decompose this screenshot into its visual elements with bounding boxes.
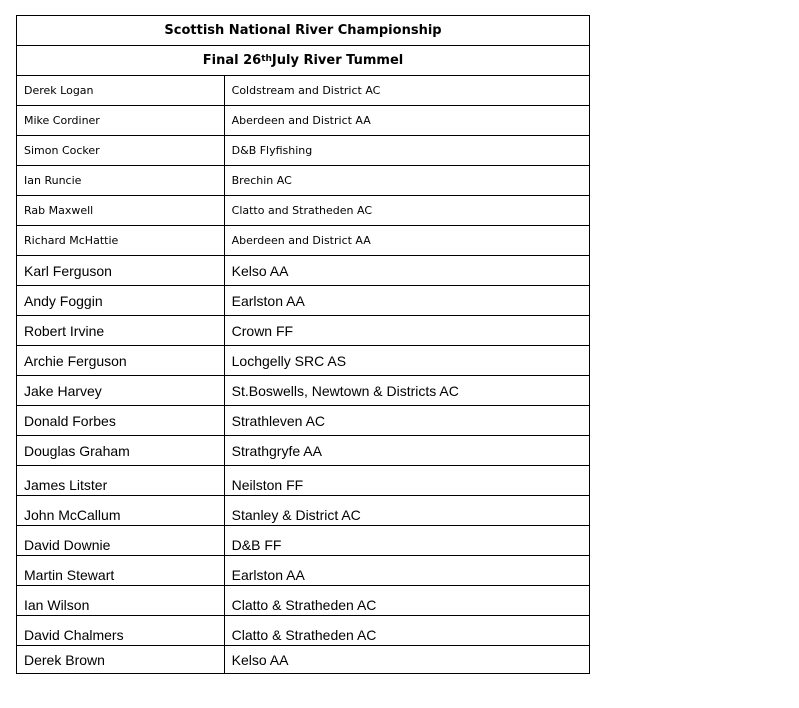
angler-name: Simon Cocker <box>17 136 225 165</box>
angler-name: David Chalmers <box>17 616 225 645</box>
table-row <box>17 496 590 526</box>
table-row <box>17 286 590 316</box>
table-row <box>17 256 590 286</box>
club-name: Clatto & Stratheden AC <box>225 586 590 615</box>
club-name: Aberdeen and District AA <box>225 106 590 135</box>
table-row <box>17 316 590 346</box>
club-name: Clatto & Stratheden AC <box>225 616 590 645</box>
table-row <box>17 646 590 674</box>
table-row <box>17 166 590 196</box>
table-row <box>17 106 590 136</box>
table-row <box>17 436 590 466</box>
table-row <box>17 346 590 376</box>
angler-name: James Litster <box>17 466 225 495</box>
angler-name: Mike Cordiner <box>17 106 225 135</box>
club-name: Crown FF <box>225 316 590 345</box>
table-row <box>17 376 590 406</box>
club-name: D&B FF <box>225 526 590 555</box>
table-row <box>17 556 590 586</box>
club-name: D&B Flyfishing <box>225 136 590 165</box>
club-name: Kelso AA <box>225 646 590 673</box>
subtitle-suffix: July River Tummel <box>271 53 404 68</box>
table-row <box>17 226 590 256</box>
angler-name: Derek Logan <box>17 76 225 105</box>
club-name: Stanley & District AC <box>225 496 590 525</box>
angler-name: Ian Runcie <box>17 166 225 195</box>
club-name: Lochgelly SRC AS <box>225 346 590 375</box>
club-name: Earlston AA <box>225 556 590 585</box>
table-title <box>17 16 590 46</box>
club-name: Clatto and Stratheden AC <box>225 196 590 225</box>
club-name: St.Boswells, Newtown & Districts AC <box>225 376 590 405</box>
angler-name: Derek Brown <box>17 646 225 673</box>
table-row <box>17 76 590 106</box>
club-name: Strathgryfe AA <box>225 436 590 465</box>
angler-name: Andy Foggin <box>17 286 225 315</box>
angler-name: Jake Harvey <box>17 376 225 405</box>
angler-name: David Downie <box>17 526 225 555</box>
angler-name: Ian Wilson <box>17 586 225 615</box>
club-name: Coldstream and District AC <box>225 76 590 105</box>
angler-name: Richard McHattie <box>17 226 225 255</box>
angler-name: Robert Irvine <box>17 316 225 345</box>
table-row <box>17 526 590 556</box>
results-table <box>16 15 590 674</box>
angler-name: Rab Maxwell <box>17 196 225 225</box>
angler-name: Martin Stewart <box>17 556 225 585</box>
club-name: Neilston FF <box>225 466 590 495</box>
table-row <box>17 406 590 436</box>
club-name: Aberdeen and District AA <box>225 226 590 255</box>
club-name: Strathleven AC <box>225 406 590 435</box>
club-name: Earlston AA <box>225 286 590 315</box>
table-row <box>17 466 590 496</box>
title-text: Scottish National River Championship <box>164 23 442 38</box>
angler-name: Karl Ferguson <box>17 256 225 285</box>
angler-name: John McCallum <box>17 496 225 525</box>
table-row <box>17 136 590 166</box>
angler-name: Donald Forbes <box>17 406 225 435</box>
table-row <box>17 196 590 226</box>
table-row <box>17 616 590 646</box>
angler-name: Douglas Graham <box>17 436 225 465</box>
table-subtitle: Final 26 $^{th}$ July River Tummel <box>17 46 590 76</box>
club-name: Kelso AA <box>225 256 590 285</box>
club-name: Brechin AC <box>225 166 590 195</box>
subtitle-prefix: Final 26 <box>202 53 262 68</box>
table-row <box>17 586 590 616</box>
angler-name: Archie Ferguson <box>17 346 225 375</box>
